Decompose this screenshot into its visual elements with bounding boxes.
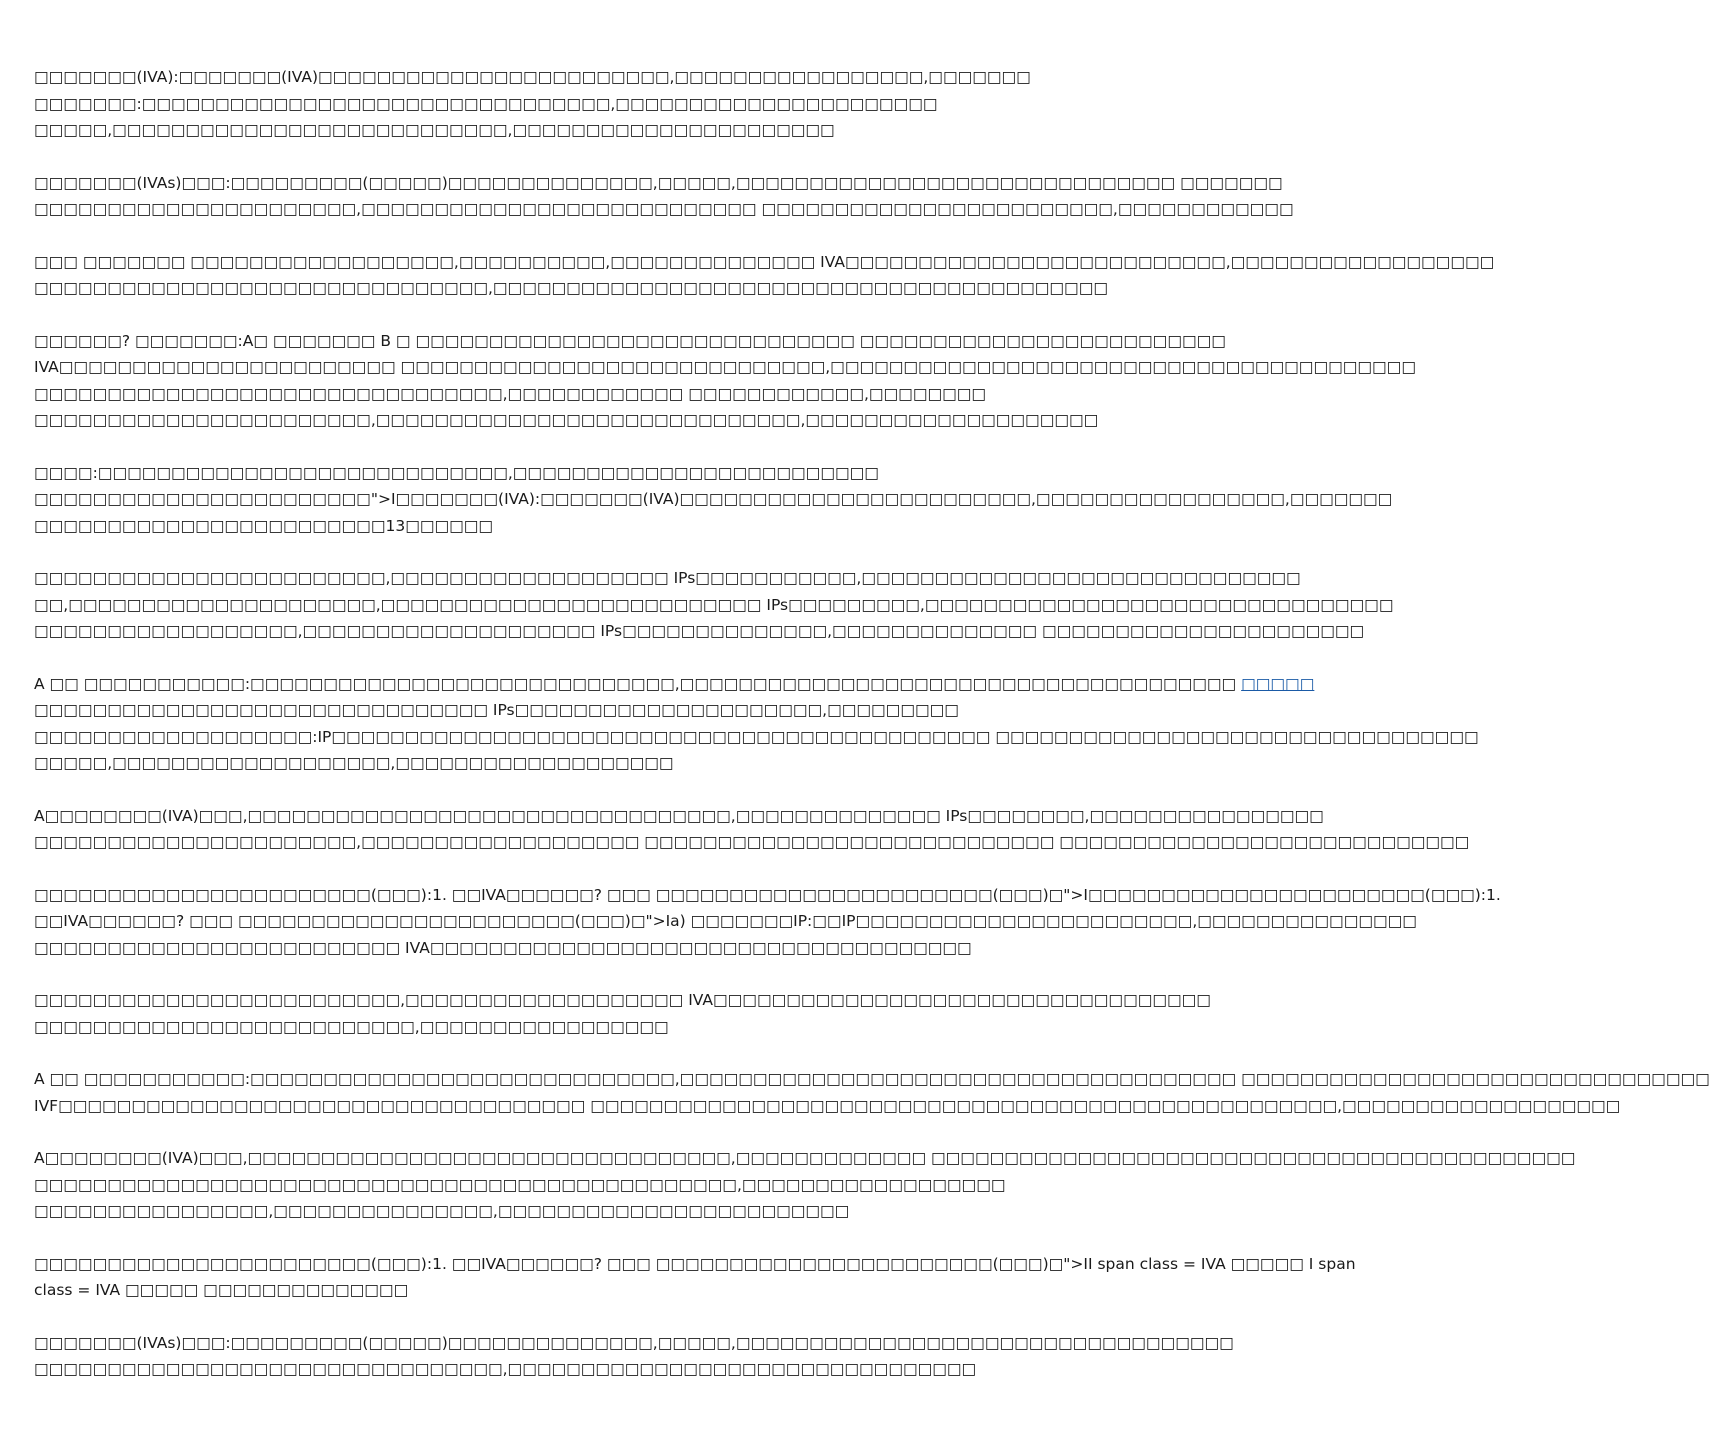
text-line: □□□ □□□□□□□ □□□□□□□□□□□□□□□□□□,□□□□□□□□□□,□□□□□□□□□□□□□□ IVA□□□□□□□□□□□□□□□□□□□□□□□□□□,□□□□□□□□□□□□□□□□□□: [34, 252, 1495, 271]
text-line: □□□□□□□□□□□□□□□□□□□□□□□(□□□):1. □□IVA□□□□□□? □□□ □□□□□□□□□□□□□□□□□□□□□□□(□□□)□">I□□□□□□□□□□□□□□□□□□□□□□□(□□□):1.: [34, 885, 1501, 904]
text-line: □□□□□□□□□□□□□□□□□□□□□□□,□□□□□□□□□□□□□□□□□□□□□□□□□□□□□,□□□□□□□□□□□□□□□□□□□□: [34, 411, 1099, 429]
inline-link[interactable]: □□□□□: [1241, 674, 1315, 693]
paragraph-1: [34, 64, 1031, 144]
document-body: [34, 64, 1710, 1409]
text-line: □□□□□□□□□□□□□□□□□□□□□□□□□,□□□□□□□□□□□□□□□□□□□ IVA□□□□□□□□□□□□□□□□□□□□□□□□□□□□□□□□□□: [34, 991, 1211, 1009]
text-line: IVF□□□□□□□□□□□□□□□□□□□□□□□□□□□□□□□□□□□□ □□□□□□□□□□□□□□□□□□□□□□□□□□□□□□□□□□□□□□□□□□□□□□□□□□□,□□□□□□□□□□□□□□□□□□□: [34, 1096, 1621, 1115]
text-line: □□□□□□□□□□□□□□□□,□□□□□□□□□□□□□□□,□□□□□□□□□□□□□□□□□□□□□□□□: [34, 1202, 850, 1220]
paragraph-7: [34, 671, 1479, 777]
text-line: □□□□□□□□□□□□□□□□□□□□□□□□□ IVA□□□□□□□□□□□□□□□□□□□□□□□□□□□□□□□□□□□□□: [34, 938, 972, 957]
paragraph-9: [34, 882, 1501, 962]
text-line: □□□□□,□□□□□□□□□□□□□□□□□□□,□□□□□□□□□□□□□□□□□□□: [34, 754, 674, 772]
text-line-with-link: [34, 671, 1315, 698]
paragraph-11: [34, 1066, 1710, 1119]
paragraph-6: [34, 565, 1394, 645]
paragraph-3: [34, 249, 1495, 302]
text-line: □□□□□□□(IVAs)□□□:□□□□□□□□□(□□□□□)□□□□□□□□□□□□□□,□□□□□,□□□□□□□□□□□□□□□□□□□□□□□□□□□□□□ □□□□□□□: [34, 173, 1283, 192]
text-line: □□IVA□□□□□□? □□□ □□□□□□□□□□□□□□□□□□□□□□□(□□□)□">Ia) □□□□□□□IP:□□IP□□□□□□□□□□□□□□□□□□□□□□□,□□□□□□□□□□□□□□□: [34, 912, 1417, 930]
paragraph-10: [34, 987, 1211, 1040]
text-line: □□□□□□□□□□□□□□□□□□□□□□□□□□□□□□□□□□□□□□□□□□□□□□□□,□□□□□□□□□□□□□□□□□□: [34, 1175, 1006, 1194]
paragraph-12: [34, 1145, 1576, 1225]
text-line: class = IVA □□□□□ □□□□□□□□□□□□□□: [34, 1281, 409, 1299]
text-line: □□□□□,□□□□□□□□□□□□□□□□□□□□□□□□□□□,□□□□□□□□□□□□□□□□□□□□□□: [34, 121, 835, 139]
text-line: □□□□□□□□□□□□□□□□□□,□□□□□□□□□□□□□□□□□□□□ IPs□□□□□□□□□□□□□□,□□□□□□□□□□□□□□ □□□□□□□□□□□□□□□□□□□□□□: [34, 622, 1365, 640]
paragraph-8: [34, 803, 1470, 856]
paragraph-14: [34, 1330, 1234, 1383]
text-line: □□□□□□□□□□□□□□□□□□□□□□,□□□□□□□□□□□□□□□□□□□□□□□□□□□ □□□□□□□□□□□□□□□□□□□□□□□□,□□□□□□□□□□□□: [34, 200, 1294, 218]
paragraph-4: [34, 328, 1416, 434]
text-line: □□□□□□□□□□□□□□□□□□□□□□□□□□□□□□□ IPs□□□□□□□□□□□□□□□□□□□□□,□□□□□□□□□: [34, 701, 959, 719]
text-line: □□□□□□□□□□□□□□□□□□□□□□□□□□□□□□□□,□□□□□□□□□□□□ □□□□□□□□□□□□,□□□□□□□□: [34, 384, 987, 403]
text-line: A□□□□□□□□(IVA)□□□,□□□□□□□□□□□□□□□□□□□□□□□□□□□□□□□□□,□□□□□□□□□□□□□□ IPs□□□□□□□□,□□□□□□□□□□□□□□□□: [34, 806, 1324, 825]
paragraph-2: [34, 170, 1294, 223]
paragraph-5: [34, 460, 1393, 540]
text-line: □□□□□□□□□□□□□□□□□□□□□□□□□□□□□□□,□□□□□□□□□□□□□□□□□□□□□□□□□□□□□□□□□□□□□□□□□□: [34, 279, 1108, 297]
text-line: □□□□□□□□□□□□□□□□□□□□□□□">I□□□□□□□(IVA):□□□□□□□(IVA)□□□□□□□□□□□□□□□□□□□□□□□□,□□□□□□□□□□□□□□□□□,□□□□□□□: [34, 490, 1393, 508]
text-line: IVA□□□□□□□□□□□□□□□□□□□□□□□ □□□□□□□□□□□□□□□□□□□□□□□□□□□□□,□□□□□□□□□□□□□□□□□□□□□□□□□□□□□□□□□□□□□□□□: [34, 358, 1416, 376]
text-line: □□□□□□□□□□□□□□□□□□□□□□□□13□□□□□□: [34, 516, 494, 535]
text-line: □□□□□□□□□□□□□□□□□□□□□□□(□□□):1. □□IVA□□□□□□? □□□ □□□□□□□□□□□□□□□□□□□□□□□(□□□)□">II span class = IVA □□□□□ I span: [34, 1254, 1356, 1273]
text-line: □□□□□□? □□□□□□□:A□ □□□□□□□ B □ □□□□□□□□□□□□□□□□□□□□□□□□□□□□□□ □□□□□□□□□□□□□□□□□□□□□□□□□: [34, 331, 1226, 350]
text-line: A□□□□□□□□(IVA)□□□,□□□□□□□□□□□□□□□□□□□□□□□□□□□□□□□□□,□□□□□□□□□□□□□ □□□□□□□□□□□□□□□□□□□□□□□□□□□□□□□□□□□□□□□□□□□□: [34, 1149, 1576, 1167]
text-line: □□□□□□□(IVA):□□□□□□□(IVA)□□□□□□□□□□□□□□□□□□□□□□□□,□□□□□□□□□□□□□□□□□,□□□□□□□: [34, 68, 1031, 86]
paragraph-13: [34, 1251, 1356, 1304]
text-segment: A □□ □□□□□□□□□□□:□□□□□□□□□□□□□□□□□□□□□□□□□□□□□,□□□□□□□□□□□□□□□□□□□□□□□□□□□□□□□□□□□□□□: [34, 674, 1242, 693]
text-line: □□□□□□□□□□□□□□□□□□□□□□□□□□□□□□□□,□□□□□□□□□□□□□□□□□□□□□□□□□□□□□□□□: [34, 1360, 977, 1378]
text-line: □□□□□□□□□□□□□□□□□□□□□□,□□□□□□□□□□□□□□□□□□□ □□□□□□□□□□□□□□□□□□□□□□□□□□□□ □□□□□□□□□□□□□□□□□□□□□□□□□□□□: [34, 833, 1470, 851]
text-line: A □□ □□□□□□□□□□□:□□□□□□□□□□□□□□□□□□□□□□□□□□□□□,□□□□□□□□□□□□□□□□□□□□□□□□□□□□□□□□□□□□□□ □□□□□□□□□□□□□□□□□□□□□□□□□□□□□□□□: [34, 1070, 1710, 1088]
text-line: □□□□□□□:□□□□□□□□□□□□□□□□□□□□□□□□□□□□□□□□,□□□□□□□□□□□□□□□□□□□□□□: [34, 94, 938, 113]
text-line: □□□□:□□□□□□□□□□□□□□□□□□□□□□□□□□□□,□□□□□□□□□□□□□□□□□□□□□□□□□: [34, 463, 879, 482]
text-line: □□,□□□□□□□□□□□□□□□□□□□□□,□□□□□□□□□□□□□□□□□□□□□□□□□□ IPs□□□□□□□□□,□□□□□□□□□□□□□□□□□□□□□□□□□□□□□□□□: [34, 595, 1394, 614]
text-line: □□□□□□□(IVAs)□□□:□□□□□□□□□(□□□□□)□□□□□□□□□□□□□□,□□□□□,□□□□□□□□□□□□□□□□□□□□□□□□□□□□□□□□□□: [34, 1333, 1234, 1352]
text-line: □□□□□□□□□□□□□□□□□□□□□□□□,□□□□□□□□□□□□□□□□□□□ IPs□□□□□□□□□□□,□□□□□□□□□□□□□□□□□□□□□□□□□□□□□□: [34, 569, 1301, 587]
text-line: □□□□□□□□□□□□□□□□□□□□□□□□□□,□□□□□□□□□□□□□□□□□: [34, 1017, 669, 1036]
text-line: □□□□□□□□□□□□□□□□□□□:IP□□□□□□□□□□□□□□□□□□□□□□□□□□□□□□□□□□□□□□□□□□□□□ □□□□□□□□□□□□□□□□□□□□□□□□□□□□□□□□□: [34, 727, 1479, 746]
